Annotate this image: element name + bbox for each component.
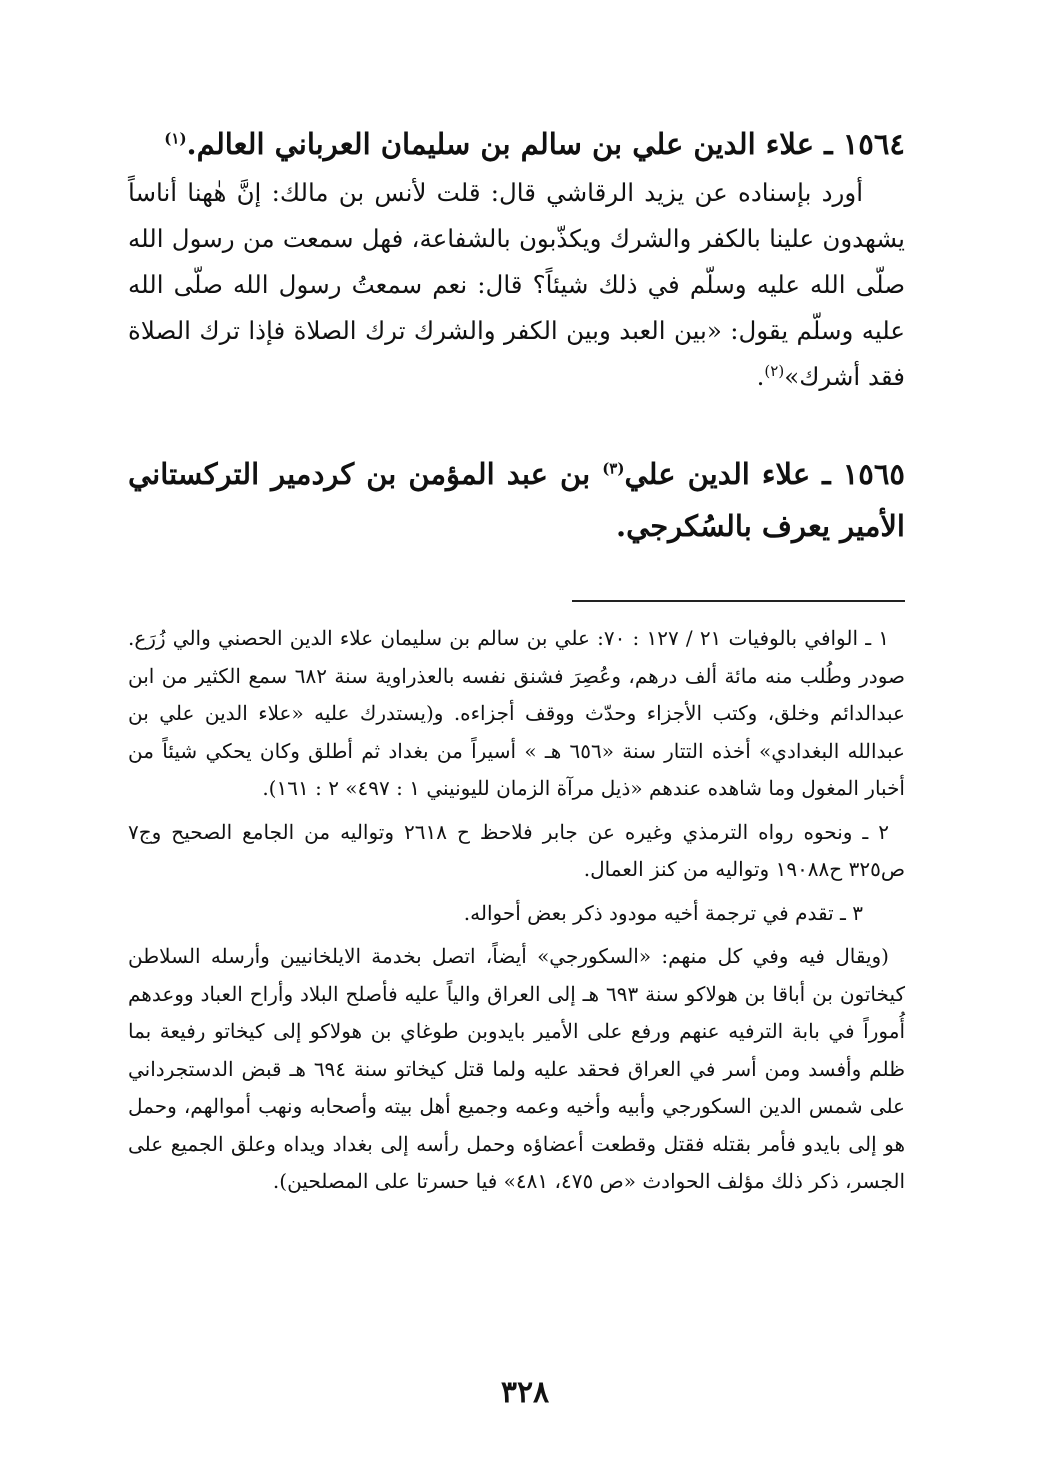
footnote-marker-3: (٣): [602, 459, 625, 478]
entry-1564-title-text: ١٥٦٤ ـ علاء الدين علي بن سالم بن سليمان العرباني العالم.: [186, 127, 905, 161]
footnote-3-continued: (ويقال فيه وفي كل منهم: «السكورجي» أيضاً، اتصل بخدمة الايلخانيين وأرسله السلاطن كيخاتون بن أباقا بن هولاكو سنة ٦٩٣ هـ إلى العراق والياً عليه فأصلح البلاد وأراح العباد ووعدهم أُموراً في بابة الترفيه عنهم ورفع على الأمير بايدوبن طوغاي بن هولاكو إلى كيخاتو رفيعة بما ظلم وأفسد ومن أسر في العراق فحقد عليه ولما قتل كيخاتو سنة ٦٩٤ هـ قبض الدستجرداني على شمس الدين السكورجي وأبيه وأخيه وعمه وجميع أهل بيته وأصحابه ونهب أموالهم، وحمل هو إلى بايدو فأمر بقتله فقتل وقطعت أعضاؤه وحمل رأسه إلى بغداد ويداه وعلق الجميع على الجسر، ذكر ذلك مؤلف الحوادث «ص ٤٧٥، ٤٨١» فيا حسرتا على المصلحين).: [128, 944, 905, 1193]
footnote-3: ٣ ـ تقدم في ترجمة أخيه مودود ذكر بعض أحواله.: [463, 900, 863, 925]
page-number: ٣٢٨: [500, 1375, 550, 1410]
footnote-marker-2: (٢): [764, 361, 785, 380]
footnote-separator: [572, 600, 905, 602]
entry-gap: [128, 400, 905, 448]
footnote-marker-1: (١): [164, 129, 187, 148]
entry-1564-body-end: .: [756, 362, 765, 391]
entry-1564-title: [128, 118, 905, 170]
entry-1565-title-start: ١٥٦٥ ـ علاء الدين علي: [624, 457, 905, 491]
entry-1564-body-text: أورد بإسناده عن يزيد الرقاشي قال: قلت لأنس بن مالك: إنَّ هٰهنا أناساً يشهدون علينا بالكفر والشرك ويكذّبون بالشفاعة، فهل سمعت من رسول الله صلّى الله عليه وسلّم في ذلك شيئاً؟ قال: نعم سمعتُ رسول الله صلّى الله عليه وسلّم يقول: «بين العبد وبين الكفر والشرك ترك الصلاة فإذا ترك الصلاة فقد أشرك»: [128, 178, 905, 391]
entry-1564-body: [128, 170, 905, 400]
footnote-1: ١ ـ الوافي بالوفيات ٢١ / ١٢٧ : ٧٠: علي بن سالم بن سليمان علاء الدين الحصني والي زُرَع. صودر وطُلب منه مائة ألف درهم، وعُصِرَ فشنق نفسه بالعذراوية سنة ٦٨٢ سمع الكثير من ابن عبدالدائم وخلق، وكتب الأجزاء وحدّث ووقف أجزاءه. و(يستدرك عليه «علاء الدين علي بن عبدالله البغدادي» أخذه التتار سنة «٦٥٦ هـ » أسيراً من بغداد ثم أطلق وكان يحكي شيئاً من أخبار المغول وما شاهده عندهم «ذيل مرآة الزمان لليونيني ١ : ٤٩٧» ٢ : ١٦١).: [128, 626, 906, 800]
footnotes: [128, 620, 905, 1201]
footnote-2: ٢ ـ ونحوه رواه الترمذي وغيره عن جابر فلاحظ ح ٢٦١٨ وتواليه من الجامع الصحيح وج٧ ص٣٢٥ ح١٩٠٨٨ وتواليه من كنز العمال.: [128, 819, 905, 881]
entry-1565-title-end: بن عبد المؤمن بن كردمير التركستاني الأمير يعرف بالسُكرجي.: [128, 457, 905, 543]
entry-1565-title: [128, 448, 905, 552]
